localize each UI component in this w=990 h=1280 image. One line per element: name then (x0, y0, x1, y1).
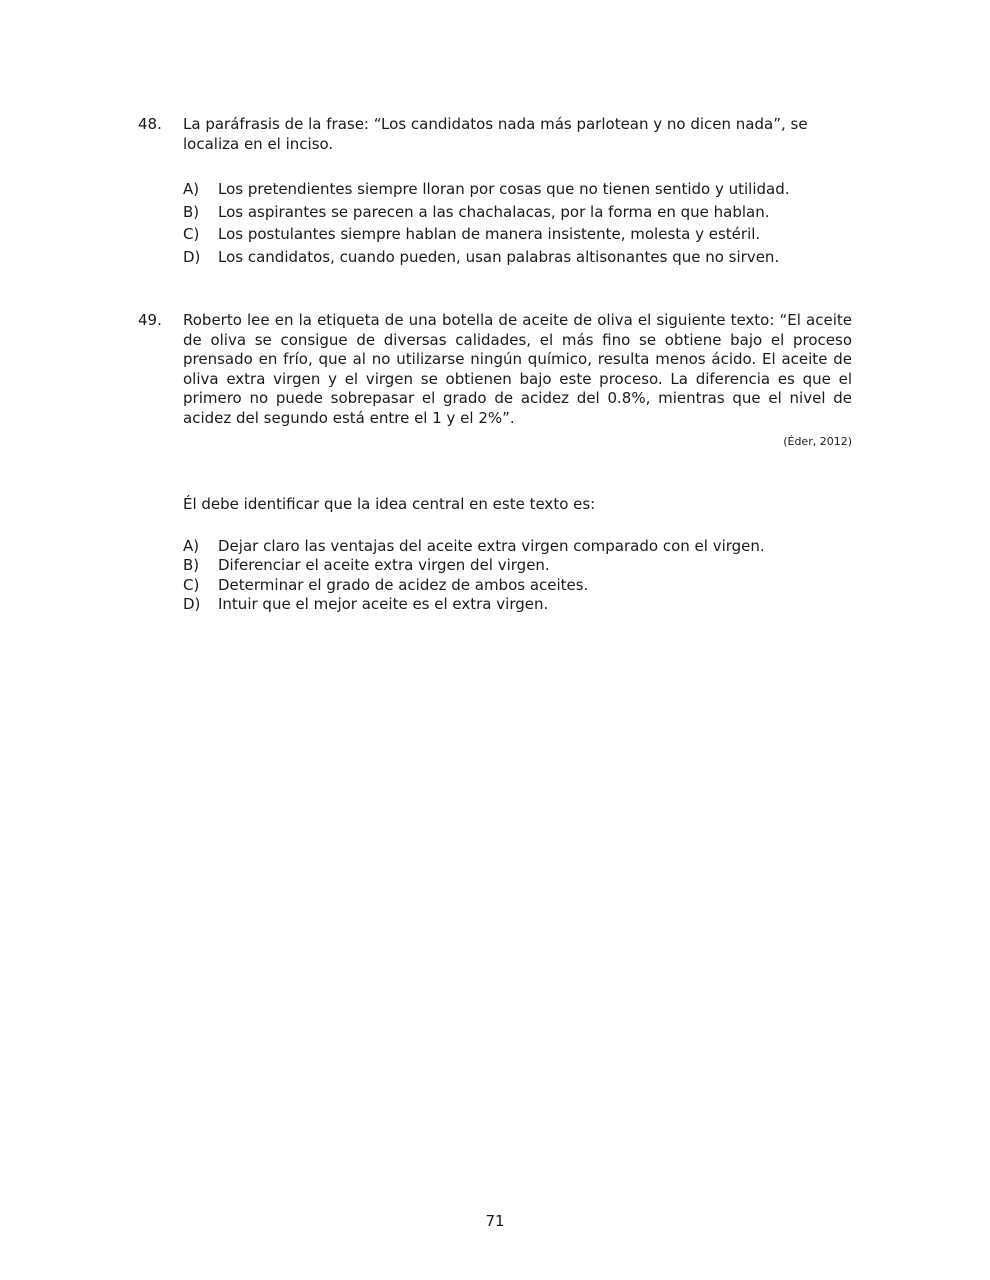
option-letter: A) (183, 180, 200, 198)
option-c[interactable] (183, 576, 852, 596)
option-b[interactable] (183, 556, 852, 576)
option-text: Los pretendientes siempre lloran por cosas que no tienen sentido y utilidad. (218, 180, 790, 198)
option-text: Determinar el grado de acidez de ambos aceites. (218, 575, 589, 594)
option-letter: A) (183, 536, 200, 555)
option-letter: D) (183, 247, 201, 266)
option-text: Los candidatos, cuando pueden, usan palabras altisonantes que no sirven. (218, 247, 780, 266)
answer-options (183, 537, 852, 615)
option-c[interactable] (183, 223, 852, 246)
page-number: 71 (485, 1212, 505, 1230)
option-b[interactable] (183, 201, 852, 224)
question-48 (138, 115, 852, 268)
answer-options (183, 178, 852, 268)
option-a[interactable] (183, 178, 852, 201)
question-49 (138, 311, 852, 615)
option-letter: C) (183, 225, 200, 243)
question-number: 48. (138, 115, 162, 133)
option-letter: B) (183, 202, 200, 221)
option-d[interactable] (183, 595, 852, 615)
question-text: La paráfrasis de la frase: “Los candidatos nada más parlotean y no dicen nada”, se localiza en el inciso. (183, 115, 808, 153)
option-text: Los aspirantes se parecen a las chachalacas, por la forma en que hablan. (218, 202, 770, 221)
citation: (Éder, 2012) (783, 435, 852, 448)
option-text: Diferenciar el aceite extra virgen del virgen. (218, 556, 550, 574)
question-number: 49. (138, 311, 162, 329)
option-text: Intuir que el mejor aceite es el extra virgen. (218, 595, 549, 613)
option-letter: D) (183, 595, 201, 613)
option-text: Los postulantes siempre hablan de manera insistente, molesta y estéril. (218, 225, 761, 243)
option-text: Dejar claro las ventajas del aceite extra virgen comparado con el virgen. (218, 536, 765, 555)
option-d[interactable] (183, 246, 852, 269)
option-letter: C) (183, 575, 200, 594)
question-49-stem (138, 311, 852, 615)
option-a[interactable] (183, 537, 852, 557)
question-text: Roberto lee en la etiqueta de una botella de aceite de oliva el siguiente texto: “El aceite de oliva se consigue de diversas calidades, el más fino se obtiene bajo el proceso prensado en frío, que al no utilizarse ningún químico, resulta menos ácido. El aceite de oliva extra virgen y el virgen se obtienen bajo este proceso. La diferencia es que el primero no puede sobrepasar el grado de acidez del 0.8%, mientras que el nivel de acidez del segundo está entre el 1 y el 2%”. (183, 311, 852, 427)
question-48-stem (138, 115, 852, 268)
question-prompt: Él debe identificar que la idea central en este texto es: (183, 495, 596, 513)
option-letter: B) (183, 556, 200, 574)
